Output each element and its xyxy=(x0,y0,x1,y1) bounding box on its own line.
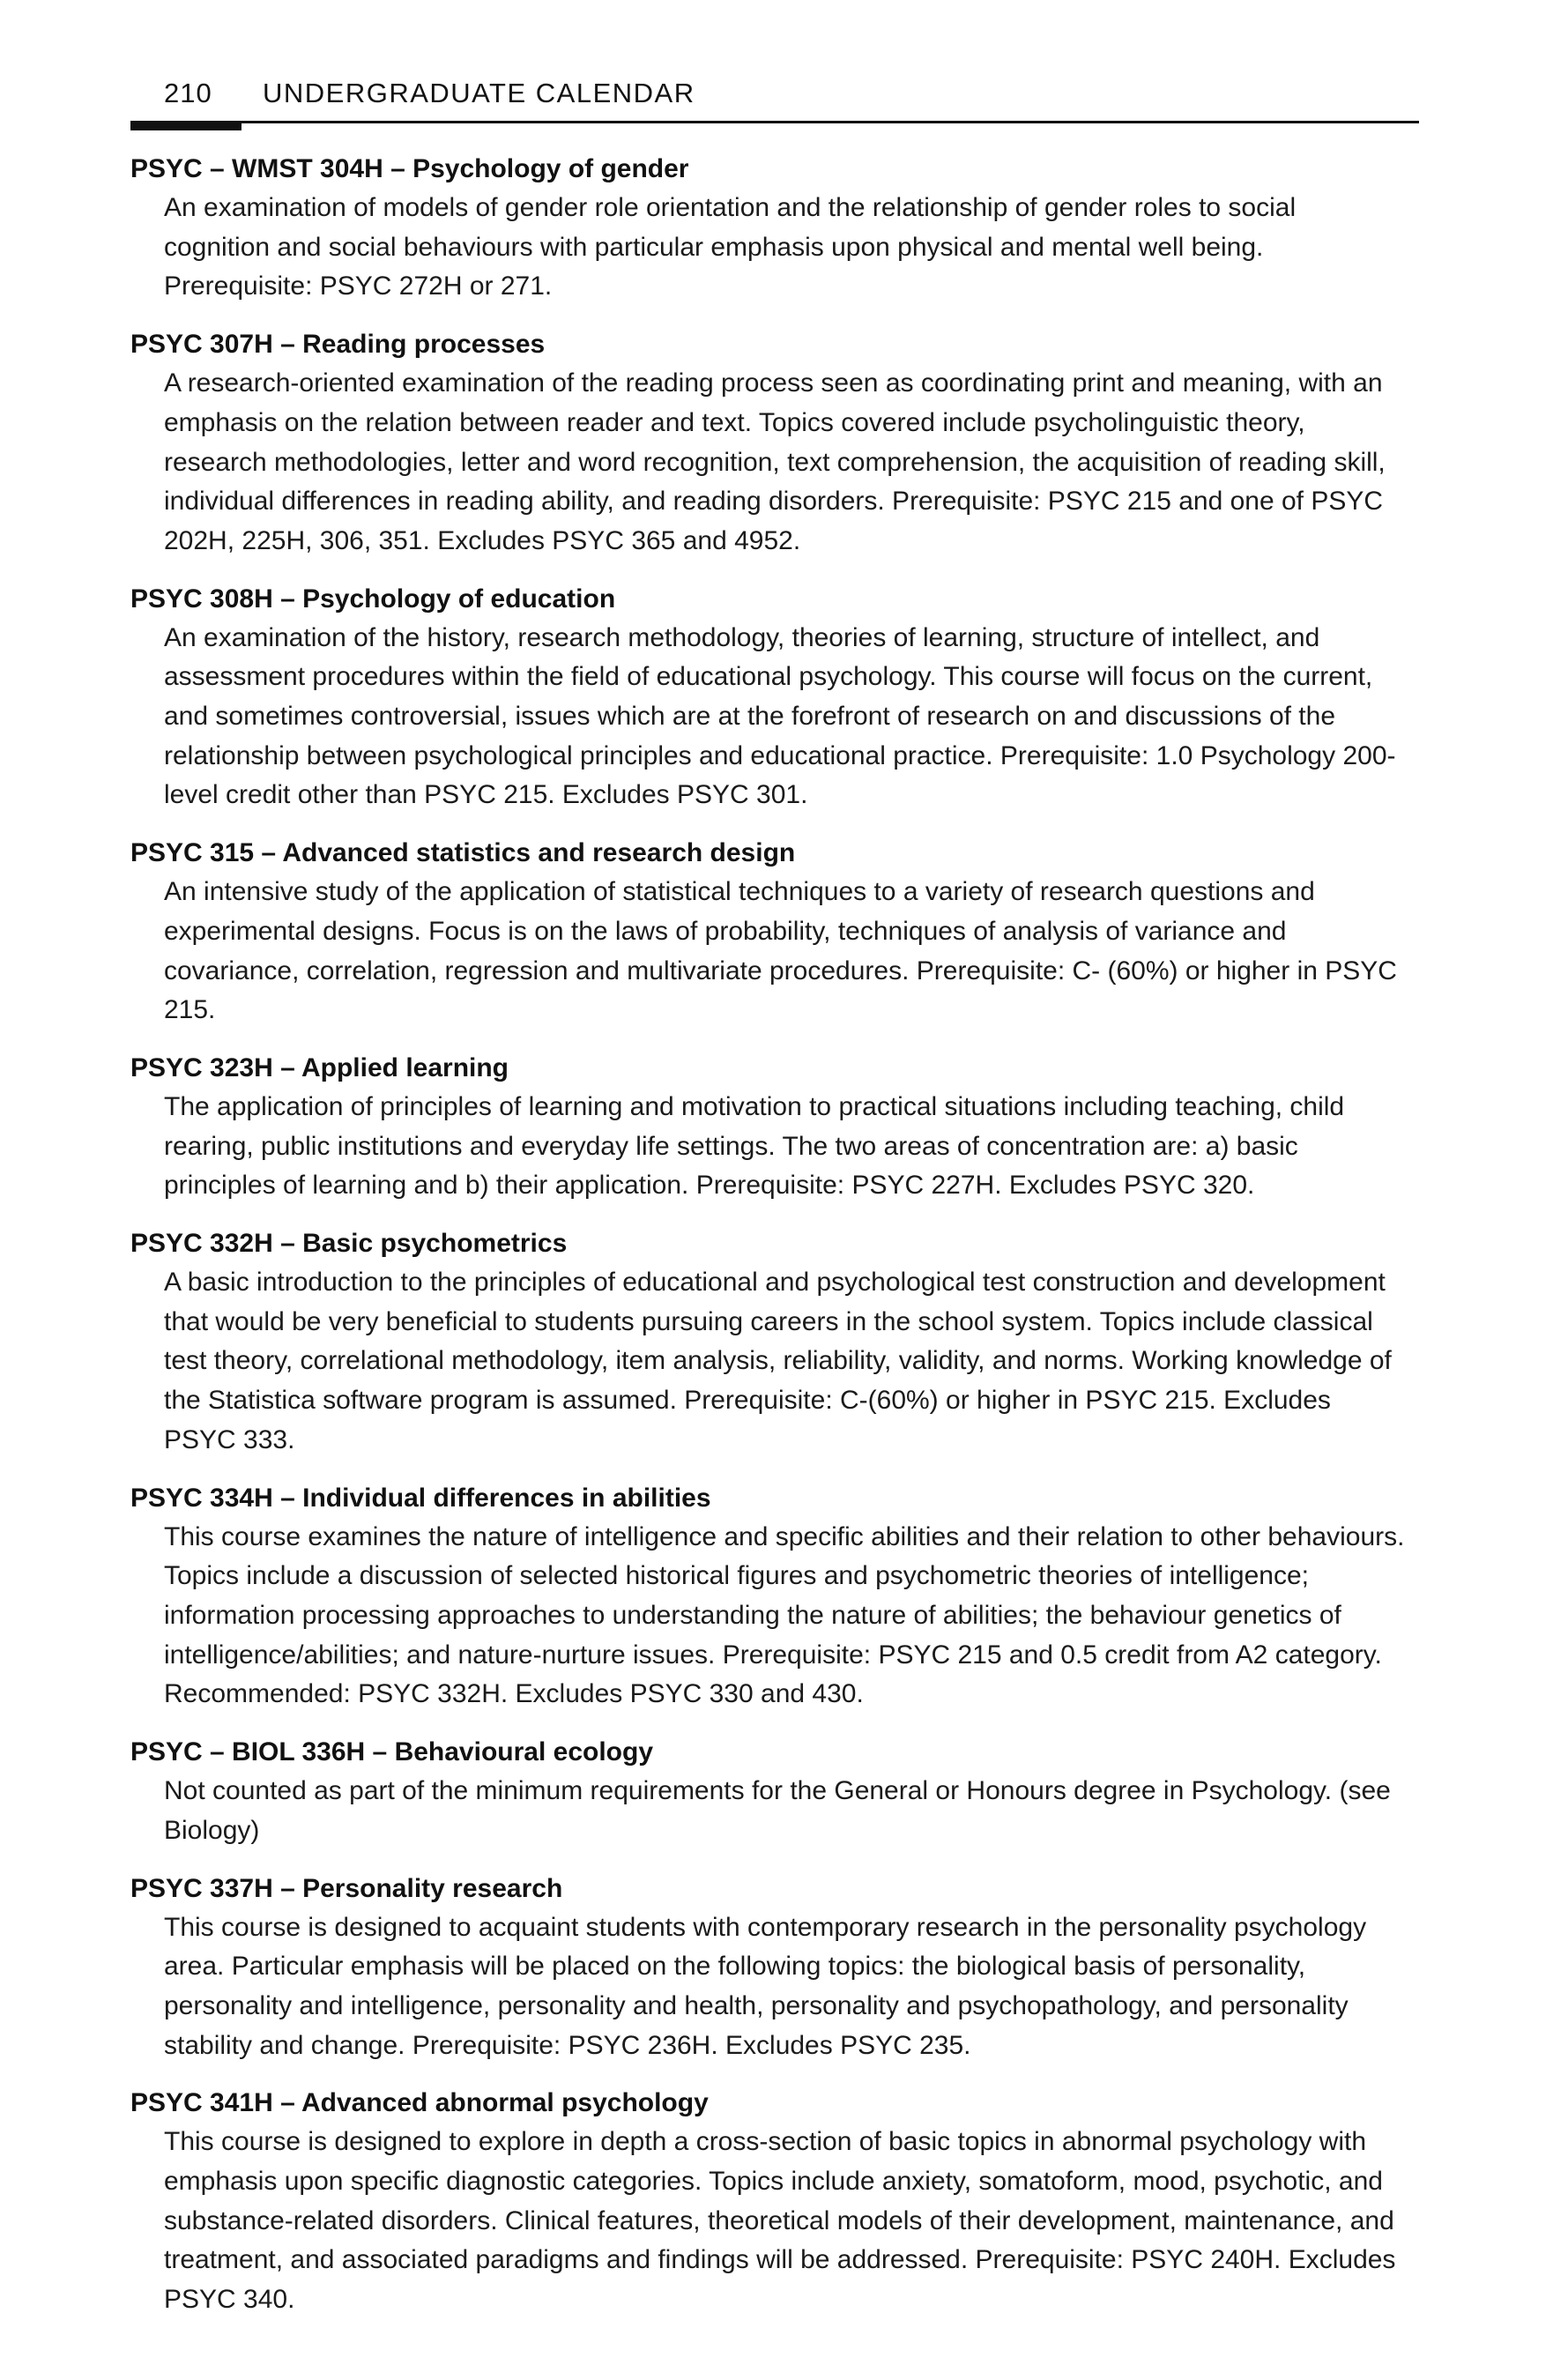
course-entry xyxy=(130,1048,1426,1206)
course-entry xyxy=(130,324,1426,562)
course-entry xyxy=(130,833,1426,1030)
course-title: PSYC 308H – Psychology of education xyxy=(130,584,616,614)
calendar-title: UNDERGRADUATE CALENDAR xyxy=(263,78,695,108)
course-entry xyxy=(130,1732,1426,1850)
course-description: An examination of the history, research methodology, theories of learning, structure of intellect, and assessment procedures within the field of educational psychology. This course will focus on the current, and sometimes controversial, issues which are at the forefront of research on and discussions of the relationship between psychological principles and educational practice. Prerequisite: 1.0 Psychology 200-level credit other than PSYC 215. Excludes PSYC 301. xyxy=(164,622,1396,810)
course-description: Not counted as part of the minimum requirements for the General or Honours degree in Psychology. (see Biology) xyxy=(164,1776,1391,1845)
header-rule xyxy=(130,120,1419,124)
course-description: The application of principles of learning and motivation to practical situations including teaching, child rearing, public institutions and everyday life settings. The two areas of concentration are: a) basic principles of learning and b) their application. Prerequisite: PSYC 227H. Excludes PSYC 320. xyxy=(164,1091,1345,1201)
course-entry xyxy=(130,579,1426,816)
course-list xyxy=(130,149,1426,2320)
course-entry xyxy=(130,1478,1426,1715)
course-entry xyxy=(130,1223,1426,1461)
course-description: An examination of models of gender role orientation and the relationship of gender roles to social cognition and social behaviours with particular emphasis upon physical and mental well being. Prerequisite: PSYC 272H or 271. xyxy=(164,193,1297,301)
course-entry xyxy=(130,1869,1426,2066)
course-title: PSYC – BIOL 336H – Behavioural ecology xyxy=(130,1737,653,1767)
course-description: This course examines the nature of intelligence and specific abilities and their relation to other behaviours. Topics include a discussion of selected historical figures and psychometric theories of intelligence; information processing approaches to understanding the nature of abilities; the behaviour genetics of intelligence/abilities; and nature-nurture issues. Prerequisite: PSYC 215 and 0.5 credit from A2 category. Recommended: PSYC 332H. Excludes PSYC 330 and 430. xyxy=(164,1521,1405,1709)
page-number: 210 xyxy=(164,78,212,108)
course-description: A basic introduction to the principles of educational and psychological test construction and development that would be very beneficial to students pursuing careers in the school system. Topics include classical test theory, correlational methodology, item analysis, reliability, validity, and norms. Working knowledge of the Statistica software program is assumed. Prerequisite: C-(60%) or higher in PSYC 215. Excludes PSYC 333. xyxy=(164,1268,1392,1454)
course-title: PSYC 337H – Personality research xyxy=(130,1873,563,1903)
course-title: PSYC 334H – Individual differences in abilities xyxy=(130,1483,711,1513)
course-entry xyxy=(130,2083,1426,2320)
header-rule-accent xyxy=(130,121,241,130)
running-header xyxy=(130,78,1426,120)
calendar-page xyxy=(130,78,1426,2338)
course-title: PSYC 341H – Advanced abnormal psychology xyxy=(130,2088,709,2118)
course-title: PSYC 307H – Reading processes xyxy=(130,330,546,360)
course-title: PSYC 332H – Basic psychometrics xyxy=(130,1229,568,1259)
course-description: This course is designed to explore in depth a cross-section of basic topics in abnormal psychology with emphasis upon specific diagnostic categories. Topics include anxiety, somatoform, mood, psychotic, and substance-related disorders. Clinical features, theoretical models of their development, maintenance, and treatment, and associated paradigms and findings will be addressed. Prerequisite: PSYC 240H. Excludes PSYC 340. xyxy=(164,2127,1396,2315)
course-title: PSYC – WMST 304H – Psychology of gender xyxy=(130,154,689,183)
course-description: A research-oriented examination of the reading process seen as coordinating print and meaning, with an emphasis on the relation between reader and text. Topics covered include psycholinguistic theory, research methodologies, letter and word recognition, text comprehension, the acquisition of reading skill, individual differences in reading ability, and reading disorders. Prerequisite: PSYC 215 and one of PSYC 202H, 225H, 306, 351. Excludes PSYC 365 and 4952. xyxy=(164,368,1386,555)
header-rule-line xyxy=(130,121,1419,123)
course-title: PSYC 323H – Applied learning xyxy=(130,1052,509,1082)
course-entry xyxy=(130,149,1426,307)
course-description: An intensive study of the application of statistical techniques to a variety of research questions and experimental designs. Focus is on the laws of probability, techniques of analysis of variance and covariance, correlation, regression and multivariate procedures. Prerequisite: C- (60%) or higher in PSYC 215. xyxy=(164,877,1397,1025)
course-description: This course is designed to acquaint students with contemporary research in the personality psychology area. Particular emphasis will be placed on the following topics: the biological basis of personality, personality and intelligence, personality and health, personality and psychopathology, and personality stability and change. Prerequisite: PSYC 236H. Excludes PSYC 235. xyxy=(164,1912,1367,2060)
course-title: PSYC 315 – Advanced statistics and research design xyxy=(130,838,796,868)
